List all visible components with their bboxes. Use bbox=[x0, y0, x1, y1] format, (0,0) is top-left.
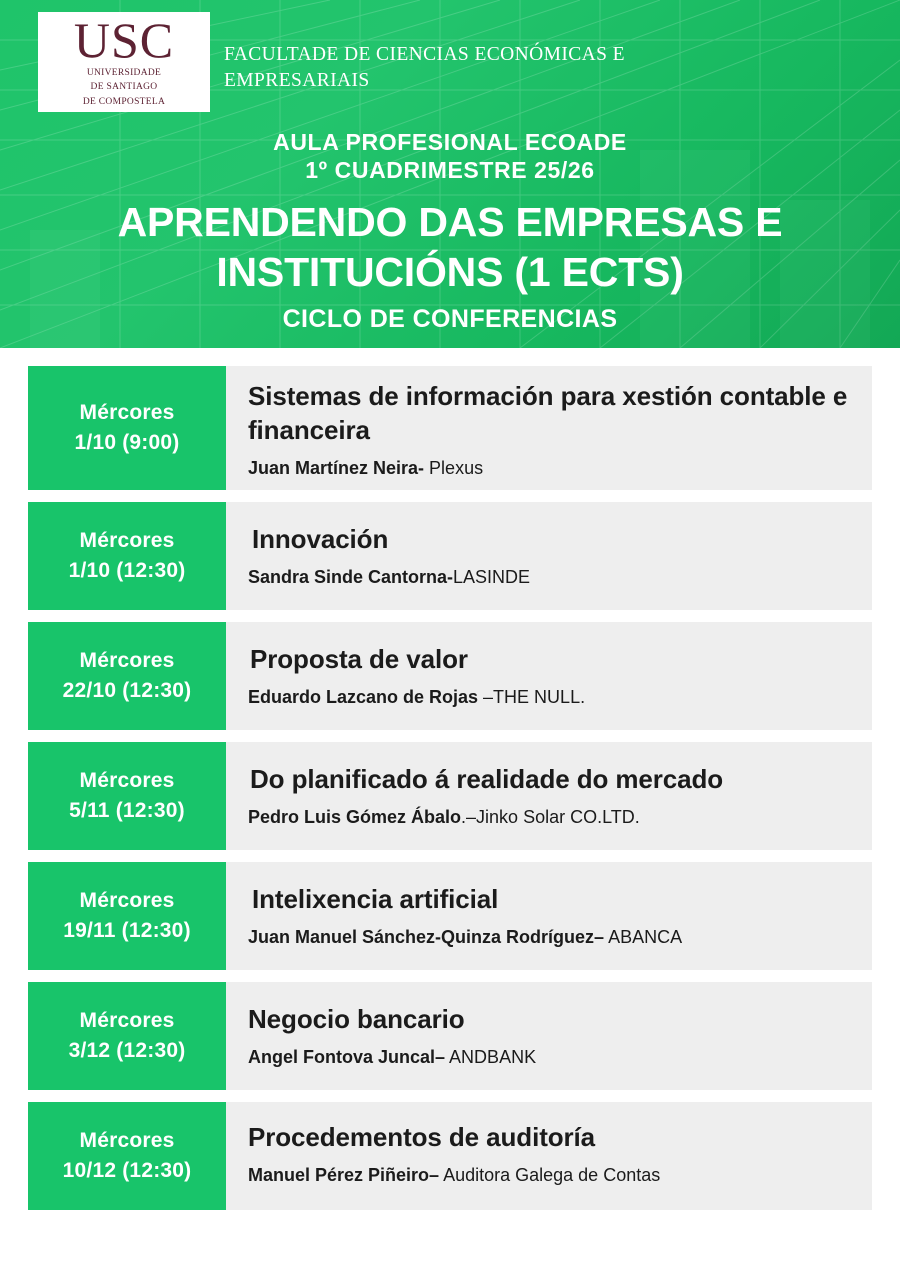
speaker-line bbox=[248, 1046, 854, 1069]
poster-title-line-2: INSTITUCIÓNS (1 ECTS) bbox=[216, 249, 684, 296]
poster-title-line-1: APRENDENDO DAS EMPRESAS E bbox=[117, 199, 783, 246]
speaker-name: Pedro Luis Gómez Ábalo bbox=[248, 806, 462, 827]
schedule-info-cell bbox=[226, 366, 872, 490]
speaker-line bbox=[248, 686, 854, 709]
schedule-weekday: Mércores bbox=[79, 768, 175, 792]
schedule-date: 19/11 (12:30) bbox=[63, 918, 191, 942]
usc-logo bbox=[38, 12, 210, 112]
speaker-name: Juan Manuel Sánchez-Quinza Rodríguez– bbox=[248, 926, 605, 947]
schedule-row bbox=[28, 742, 872, 850]
speaker-org: Plexus bbox=[424, 457, 484, 478]
schedule-row bbox=[28, 622, 872, 730]
speaker-org: ABANCA bbox=[604, 926, 683, 947]
speaker-org: LASINDE bbox=[453, 566, 531, 587]
schedule-date: 5/11 (12:30) bbox=[69, 798, 185, 822]
talk-title: Negocio bancario bbox=[248, 1003, 465, 1034]
talk-title: Intelixencia artificial bbox=[252, 883, 499, 914]
schedule-info-cell bbox=[226, 1102, 872, 1210]
talk-title: Sistemas de información para xestión contable e financeira bbox=[248, 381, 848, 445]
speaker-line bbox=[248, 926, 854, 949]
speaker-name: Eduardo Lazcano de Rojas bbox=[248, 686, 479, 707]
faculty-name: FACULTADE DE CIENCIAS ECONÓMICAS E EMPRESARIAIS bbox=[224, 44, 625, 92]
usc-logo-line-2: DE SANTIAGO bbox=[90, 82, 158, 93]
schedule-date: 3/12 (12:30) bbox=[68, 1038, 186, 1062]
schedule-row bbox=[28, 1102, 872, 1210]
schedule-date-cell bbox=[28, 1102, 226, 1210]
schedule-info-cell bbox=[226, 982, 872, 1090]
schedule-list bbox=[0, 348, 900, 1210]
talk-title: Do planificado á realidade do mercado bbox=[250, 763, 724, 794]
schedule-weekday: Mércores bbox=[79, 400, 175, 424]
talk-title: Innovación bbox=[252, 523, 389, 554]
schedule-date-cell bbox=[28, 982, 226, 1090]
speaker-name: Angel Fontova Juncal– bbox=[248, 1046, 446, 1067]
schedule-date-cell bbox=[28, 502, 226, 610]
schedule-info-cell bbox=[226, 502, 872, 610]
poster-header bbox=[0, 0, 900, 348]
eyebrow-line-2: 1º CUADRIMESTRE 25/26 bbox=[305, 157, 595, 184]
eyebrow-line-1: AULA PROFESIONAL ECOADE bbox=[273, 129, 627, 155]
talk-title: Procedementos de auditoría bbox=[248, 1121, 596, 1152]
usc-logo-line-3: DE COMPOSTELA bbox=[82, 97, 166, 108]
schedule-row bbox=[28, 862, 872, 970]
speaker-org: –THE NULL. bbox=[478, 686, 586, 707]
schedule-row bbox=[28, 366, 872, 490]
speaker-line bbox=[248, 806, 854, 829]
schedule-date-cell bbox=[28, 862, 226, 970]
schedule-weekday: Mércores bbox=[79, 888, 175, 912]
schedule-weekday: Mércores bbox=[79, 648, 175, 672]
schedule-info-cell bbox=[226, 622, 872, 730]
usc-logo-acronym: USC bbox=[73, 12, 175, 69]
title-block bbox=[0, 128, 900, 334]
schedule-info-cell bbox=[226, 862, 872, 970]
speaker-name: Manuel Pérez Piñeiro– bbox=[248, 1164, 440, 1185]
speaker-line bbox=[248, 566, 854, 589]
schedule-info-cell bbox=[226, 742, 872, 850]
schedule-weekday: Mércores bbox=[79, 528, 175, 552]
speaker-org: .–Jinko Solar CO.LTD. bbox=[461, 806, 640, 827]
schedule-row bbox=[28, 502, 872, 610]
schedule-weekday: Mércores bbox=[79, 1128, 175, 1152]
schedule-date: 10/12 (12:30) bbox=[62, 1158, 192, 1182]
usc-logo-line-1: UNIVERSIDADE bbox=[86, 67, 162, 78]
schedule-date-cell bbox=[28, 742, 226, 850]
speaker-line bbox=[248, 457, 854, 480]
schedule-row bbox=[28, 982, 872, 1090]
speaker-org: Auditora Galega de Contas bbox=[439, 1164, 661, 1185]
schedule-date: 1/10 (9:00) bbox=[74, 430, 180, 454]
schedule-date-cell bbox=[28, 366, 226, 490]
speaker-name: Sandra Sinde Cantorna- bbox=[248, 566, 454, 587]
speaker-line bbox=[248, 1164, 854, 1187]
schedule-date-cell bbox=[28, 622, 226, 730]
speaker-org: ANDBANK bbox=[445, 1046, 537, 1067]
schedule-date: 1/10 (12:30) bbox=[68, 558, 186, 582]
speaker-name: Juan Martínez Neira- bbox=[248, 457, 425, 478]
poster-subtitle: CICLO DE CONFERENCIAS bbox=[282, 305, 618, 334]
schedule-weekday: Mércores bbox=[79, 1008, 175, 1032]
talk-title: Proposta de valor bbox=[250, 643, 468, 674]
schedule-date: 22/10 (12:30) bbox=[62, 678, 192, 702]
